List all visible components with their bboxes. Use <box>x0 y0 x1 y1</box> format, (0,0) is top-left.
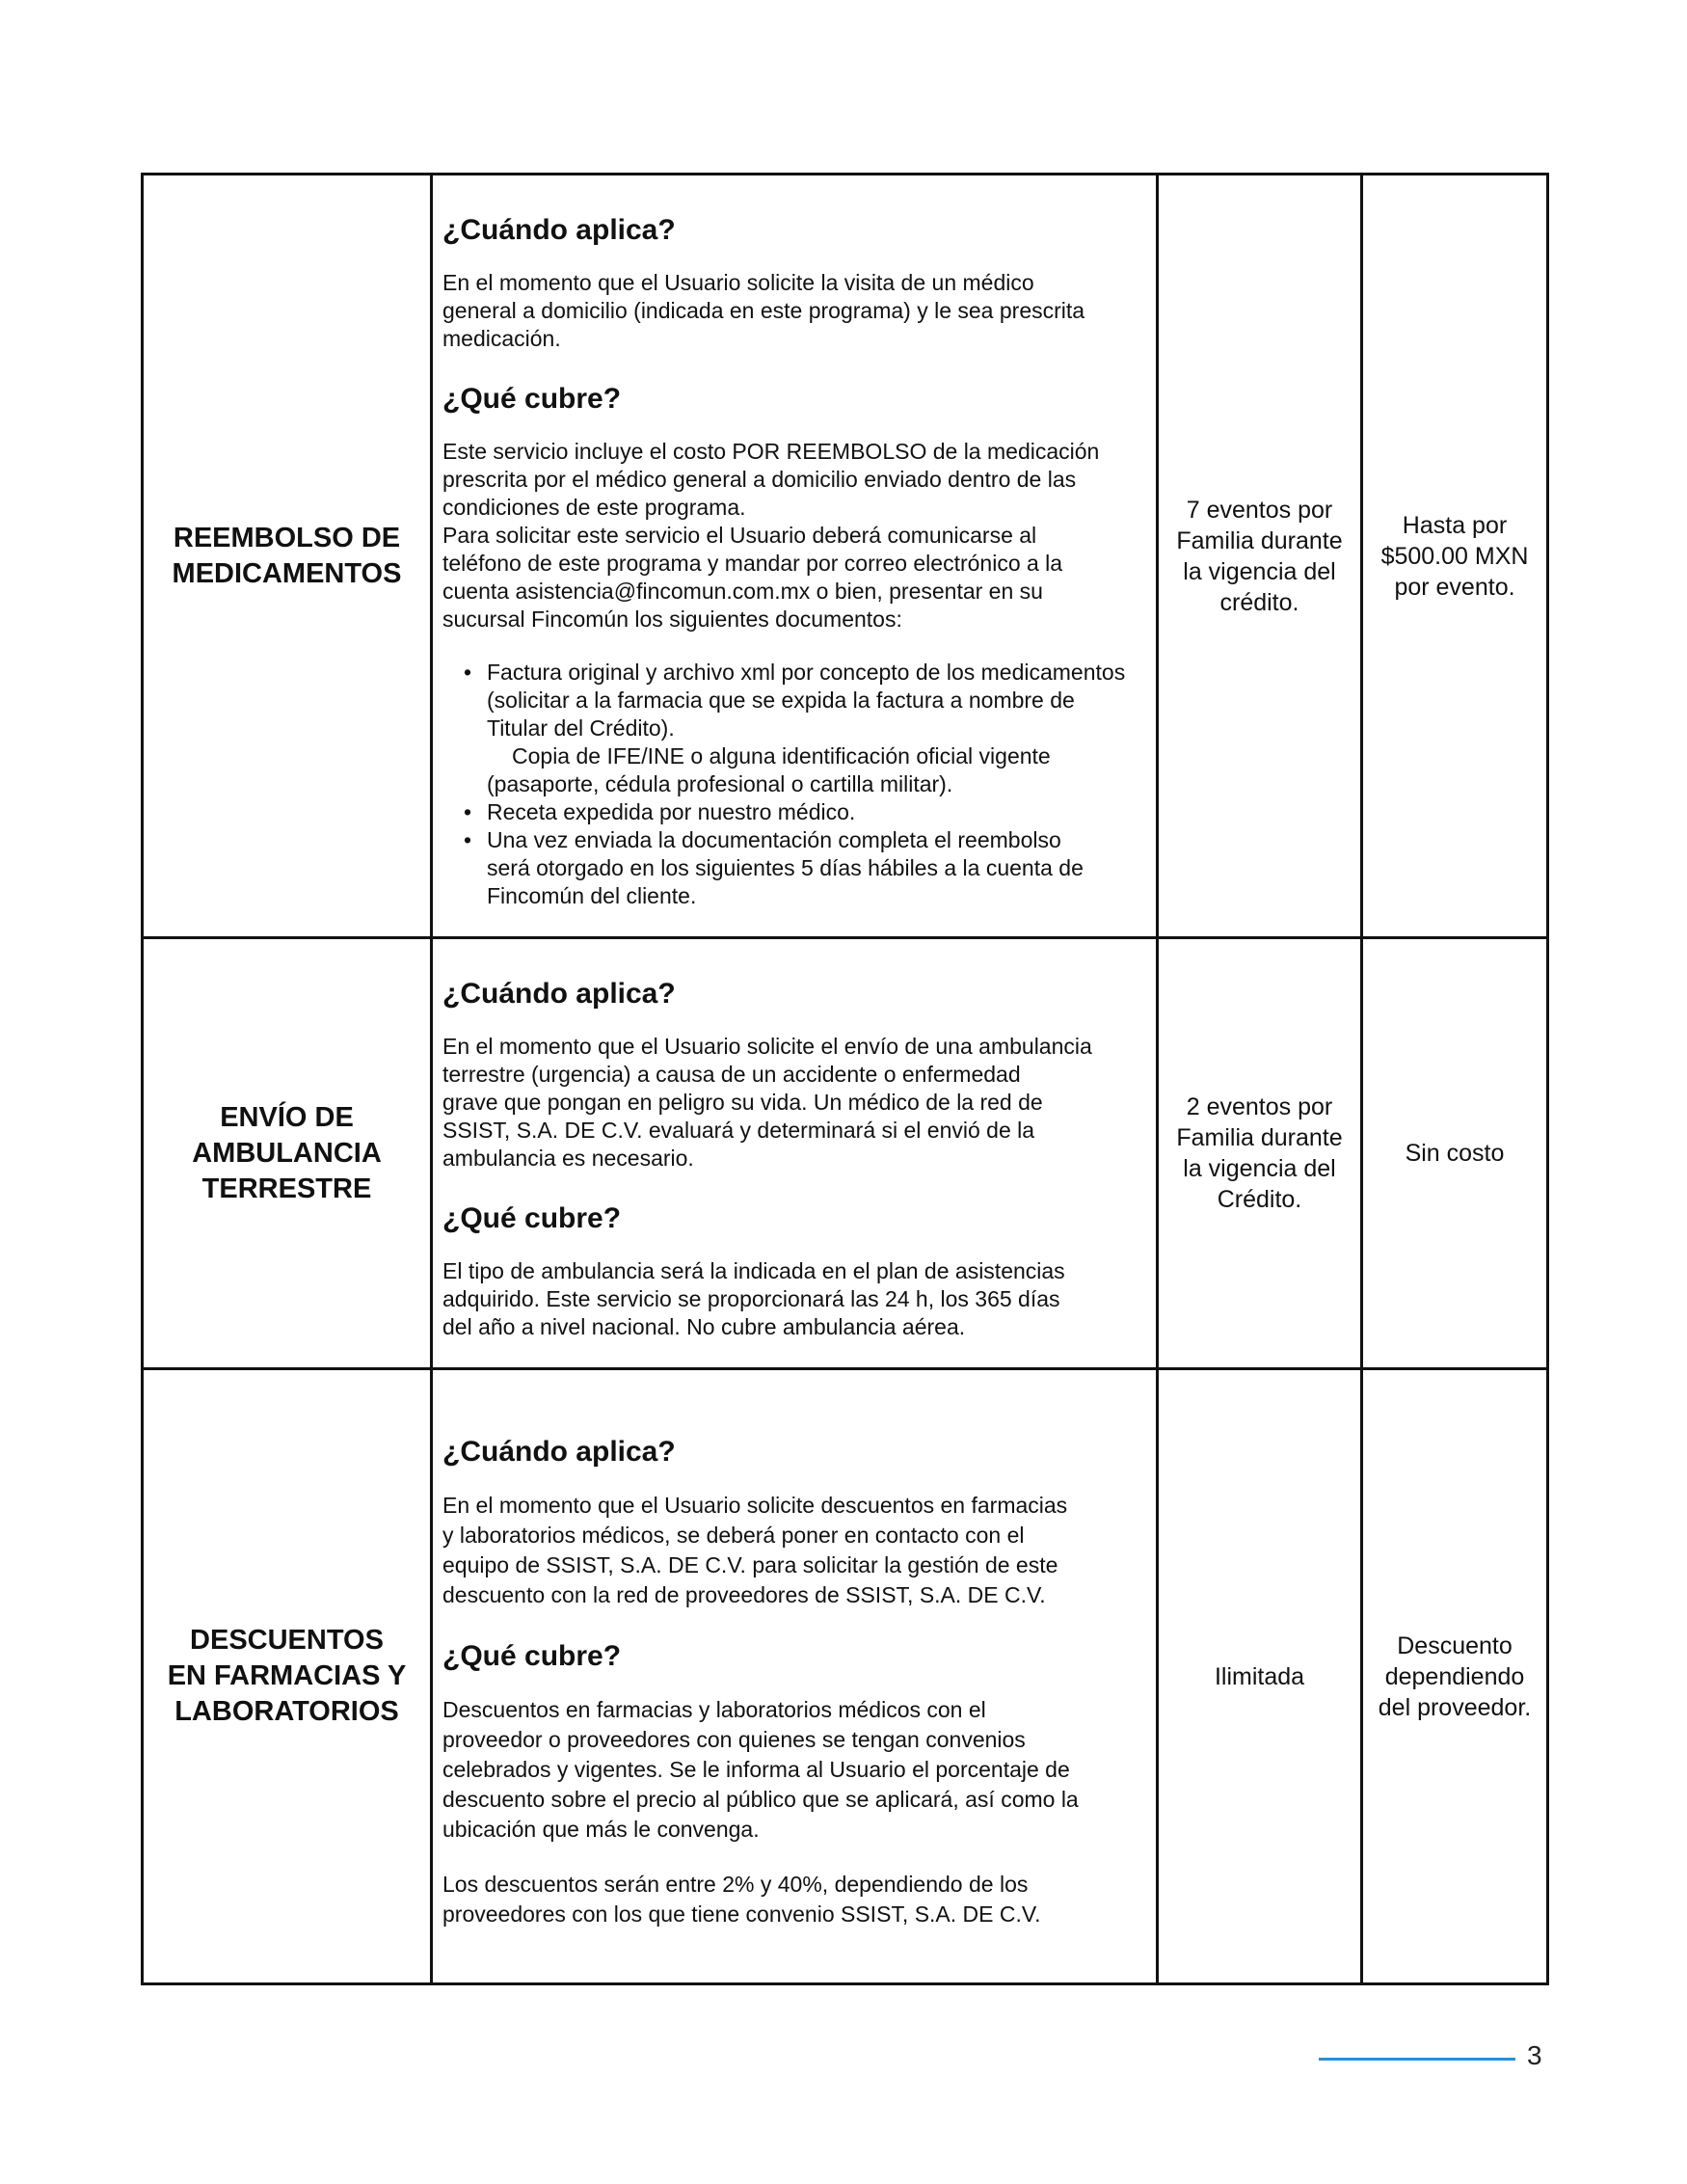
list-item-continuation: Fincomún del cliente. <box>487 883 697 908</box>
text-line: prescrita por el médico general a domicilio enviado dentro de las <box>442 467 1077 492</box>
service-name-cell <box>143 1369 432 1984</box>
table-row <box>143 1369 1548 1984</box>
service-name-cell <box>143 175 432 938</box>
text-line: En el momento que el Usuario solicite el envío de una ambulancia <box>442 1034 1092 1059</box>
when-applies-text <box>442 1491 1135 1610</box>
what-covers-text <box>442 1257 1135 1341</box>
text-line: y laboratorios médicos, se deberá poner en contacto con el <box>442 1523 1025 1548</box>
event-limit-cell: 2 eventos por Familia durante la vigencia del Crédito. <box>1158 938 1362 1369</box>
what-covers-text <box>442 438 1135 634</box>
text-line: del año a nivel nacional. No cubre ambulancia aérea. <box>442 1314 966 1339</box>
text-line: descuento con la red de proveedores de SSIST, S.A. DE C.V. <box>442 1582 1046 1607</box>
footer-accent-line <box>1319 2058 1515 2061</box>
page-number: 3 <box>1527 2040 1542 2070</box>
coverage-amount-cell: Descuento dependiendo del proveedor. <box>1362 1369 1548 1984</box>
text-line: sucursal Fincomún los siguientes documentos: <box>442 607 902 632</box>
table-row <box>143 175 1548 938</box>
list-item: • Una vez enviada la documentación completa el reembolso <box>464 827 1061 852</box>
list-item-continuation: será otorgado en los siguientes 5 días hábiles a la cuenta de <box>487 855 1084 880</box>
service-name-line: LABORATORIOS <box>174 1696 399 1727</box>
list-item-continuation: (pasaporte, cédula profesional o cartilla militar). <box>487 771 953 796</box>
service-name-line: TERRESTRE <box>201 1173 372 1204</box>
coverage-amount-cell: Hasta por $500.00 MXN por evento. <box>1362 175 1548 938</box>
text-line: En el momento que el Usuario solicite la visita de un médico <box>442 270 1034 295</box>
when-applies-heading: ¿Cuándo aplica? <box>442 978 676 1010</box>
what-covers-text <box>442 1695 1135 1845</box>
coverage-amount-cell: Sin costo <box>1362 938 1548 1369</box>
text-line: En el momento que el Usuario solicite descuentos en farmacias <box>442 1493 1068 1518</box>
service-name-line: ENVÍO DE <box>220 1101 354 1133</box>
text-line: Para solicitar este servicio el Usuario deberá comunicarse al <box>442 523 1037 548</box>
discount-range-text <box>442 1870 1135 1929</box>
list-item-continuation: Titular del Crédito). <box>487 715 675 741</box>
text-line: El tipo de ambulancia será la indicada en el plan de asistencias <box>442 1258 1065 1283</box>
list-item: • Receta expedida por nuestro médico. <box>464 799 856 824</box>
text-line: condiciones de este programa. <box>442 495 746 520</box>
service-detail-cell <box>432 938 1158 1369</box>
text-line: Descuentos en farmacias y laboratorios médicos con el <box>442 1697 986 1722</box>
text-line: teléfono de este programa y mandar por correo electrónico a la <box>442 551 1063 576</box>
text-line: cuenta asistencia@fincomun.com.mx o bien, presentar en su <box>442 579 1043 604</box>
event-limit-cell: 7 eventos por Familia durante la vigencia del crédito. <box>1158 175 1362 938</box>
service-name-cell <box>143 938 432 1369</box>
text-line: ambulancia es necesario. <box>442 1146 694 1171</box>
services-table <box>141 173 1549 1985</box>
when-applies-text <box>442 1033 1135 1173</box>
text-line: general a domicilio (indicada en este programa) y le sea prescrita <box>442 298 1085 323</box>
list-item: • Factura original y archivo xml por concepto de los medicamentos <box>464 660 1126 685</box>
service-name-line: REEMBOLSO DE <box>173 522 401 553</box>
what-covers-heading: ¿Qué cubre? <box>442 1640 622 1672</box>
list-item-continuation: (solicitar a la farmacia que se expida la factura a nombre de <box>487 688 1075 713</box>
service-name-line: MEDICAMENTOS <box>172 557 402 589</box>
text-line: celebrados y vigentes. Se le informa al Usuario el porcentaje de <box>442 1757 1070 1782</box>
text-line: grave que pongan en peligro su vida. Un médico de la red de <box>442 1090 1043 1115</box>
when-applies-text <box>442 269 1135 353</box>
what-covers-heading: ¿Qué cubre? <box>442 1202 622 1234</box>
service-detail-cell <box>432 1369 1158 1984</box>
text-line: proveedores con los que tiene convenio SSIST, S.A. DE C.V. <box>442 1901 1041 1927</box>
table-row <box>143 938 1548 1369</box>
event-limit-cell: Ilimitada <box>1158 1369 1362 1984</box>
text-line: equipo de SSIST, S.A. DE C.V. para solicitar la gestión de este <box>442 1552 1058 1577</box>
service-name-line: AMBULANCIA <box>192 1137 382 1169</box>
service-name-line: EN FARMACIAS Y <box>167 1660 407 1691</box>
text-line: proveedor o proveedores con quienes se tengan convenios <box>442 1727 1026 1752</box>
text-line: SSIST, S.A. DE C.V. evaluará y determinará si el envió de la <box>442 1118 1035 1143</box>
service-detail-cell <box>432 175 1158 938</box>
text-line: Los descuentos serán entre 2% y 40%, dependiendo de los <box>442 1872 1029 1897</box>
text-line: descuento sobre el precio al público que se aplicará, así como la <box>442 1787 1079 1812</box>
documents-list <box>442 659 1135 910</box>
text-line: terrestre (urgencia) a causa de un accidente o enfermedad <box>442 1062 1021 1087</box>
text-line: ubicación que más le convenga. <box>442 1817 760 1842</box>
when-applies-heading: ¿Cuándo aplica? <box>442 1436 676 1468</box>
text-line: Este servicio incluye el costo POR REEMBOLSO de la medicación <box>442 439 1100 464</box>
service-name-line: DESCUENTOS <box>190 1625 384 1656</box>
list-item: Copia de IFE/INE o alguna identificación oficial vigente <box>512 743 1051 768</box>
text-line: adquirido. Este servicio se proporcionará las 24 h, los 365 días <box>442 1286 1060 1311</box>
text-line: medicación. <box>442 326 561 351</box>
what-covers-heading: ¿Qué cubre? <box>442 383 622 415</box>
when-applies-heading: ¿Cuándo aplica? <box>442 214 676 246</box>
